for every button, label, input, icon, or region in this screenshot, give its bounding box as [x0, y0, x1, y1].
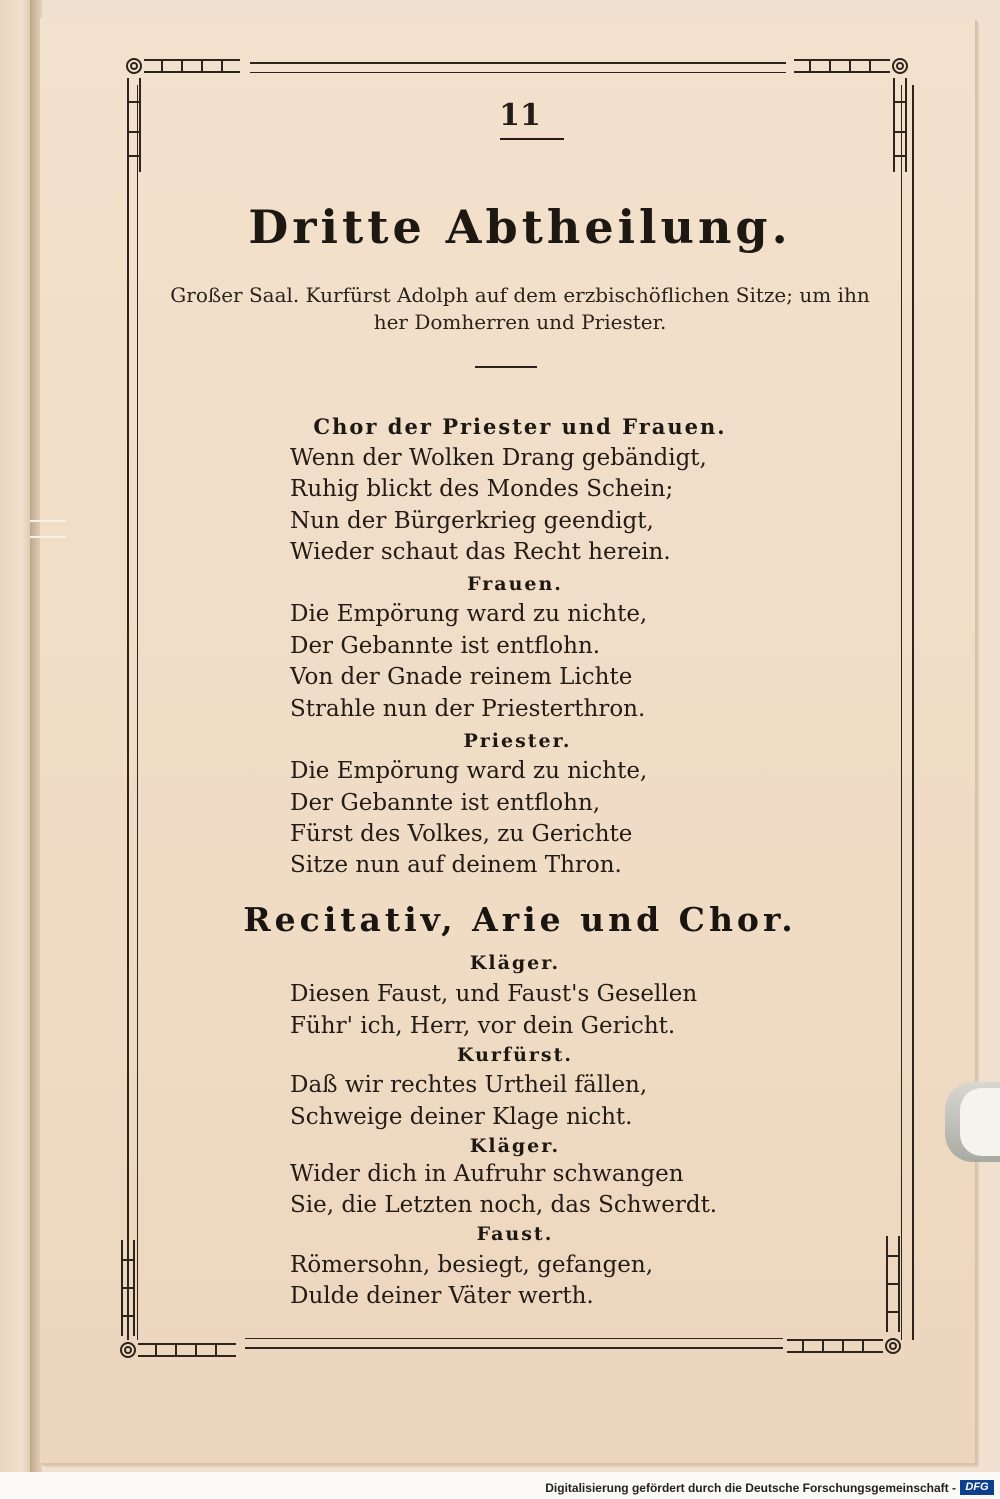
verse-line: Ruhig blickt des Mondes Schein;: [290, 476, 674, 502]
speaker-heading-faust: Faust.: [476, 1223, 554, 1245]
stage-direction: Großer Saal. Kurfürst Adolph auf dem erzbischöflichen Sitze; um ihn her Domherren und Priester.: [170, 283, 870, 334]
speaker-heading-chorus: Chor der Priester und Frauen.: [313, 414, 727, 439]
verse-line: Daß wir rechtes Urtheil fällen,: [290, 1072, 648, 1098]
speaker-heading-kurfuerst: Kurfürst.: [456, 1044, 573, 1066]
verse-line: Schweige deiner Klage nicht.: [290, 1104, 633, 1130]
page-number: 11: [499, 98, 541, 133]
verse-line: Von der Gnade reinem Lichte: [290, 664, 633, 690]
verse-line: Sitze nun auf deinem Thron.: [290, 852, 622, 878]
frame-top-rule: [250, 62, 786, 73]
corner-ornament-top-right-icon: [790, 52, 915, 182]
verse-line: Nun der Bürgerkrieg geendigt,: [290, 508, 654, 534]
verse-line: Wieder schaut das Recht herein.: [290, 539, 671, 565]
speaker-heading-priester: Priester.: [463, 730, 572, 752]
funding-credit: Digitalisierung gefördert durch die Deutsche Forschungsgemeinschaft -: [545, 1481, 956, 1495]
speaker-heading-klaeger: Kläger.: [469, 952, 561, 974]
separator-rule: [475, 366, 537, 368]
speaker-heading-klaeger: Kläger.: [469, 1135, 561, 1157]
verse-line: Diesen Faust, und Faust's Gesellen: [290, 981, 698, 1007]
corner-ornament-bottom-right-icon: [783, 1232, 908, 1362]
verse-line: Die Empörung ward zu nichte,: [290, 601, 648, 627]
dfg-logo-icon: DFG: [960, 1480, 994, 1495]
verse-line: Wider dich in Aufruhr schwangen: [290, 1161, 684, 1187]
verse-line: Führ' ich, Herr, vor dein Gericht.: [290, 1013, 676, 1039]
verse-line: Wenn der Wolken Drang gebändigt,: [290, 445, 707, 471]
verse-line: Der Gebannte ist entflohn.: [290, 633, 601, 659]
page-tab-clip-inner: [960, 1088, 1000, 1156]
frame-bottom-rule: [245, 1338, 783, 1349]
verse-line: Der Gebannte ist entflohn,: [290, 790, 601, 816]
page-number-rule: [500, 138, 564, 140]
funding-footer: [0, 1478, 1000, 1499]
verse-line: Fürst des Volkes, zu Gerichte: [290, 821, 633, 847]
verse-line: Strahle nun der Priesterthron.: [290, 696, 646, 722]
binding-thread: [30, 520, 66, 538]
verse-line: Dulde deiner Väter werth.: [290, 1283, 594, 1309]
act-title: Dritte Abtheilung.: [248, 200, 792, 254]
verse-line: Römersohn, besiegt, gefangen,: [290, 1252, 654, 1278]
section-title: Recitativ, Arie und Chor.: [243, 900, 797, 939]
corner-ornament-bottom-left-icon: [116, 1236, 241, 1366]
corner-ornament-top-left-icon: [122, 52, 247, 182]
speaker-heading-frauen: Frauen.: [467, 573, 563, 595]
verse-line: Sie, die Letzten noch, das Schwerdt.: [290, 1192, 718, 1218]
verse-line: Die Empörung ward zu nichte,: [290, 758, 648, 784]
